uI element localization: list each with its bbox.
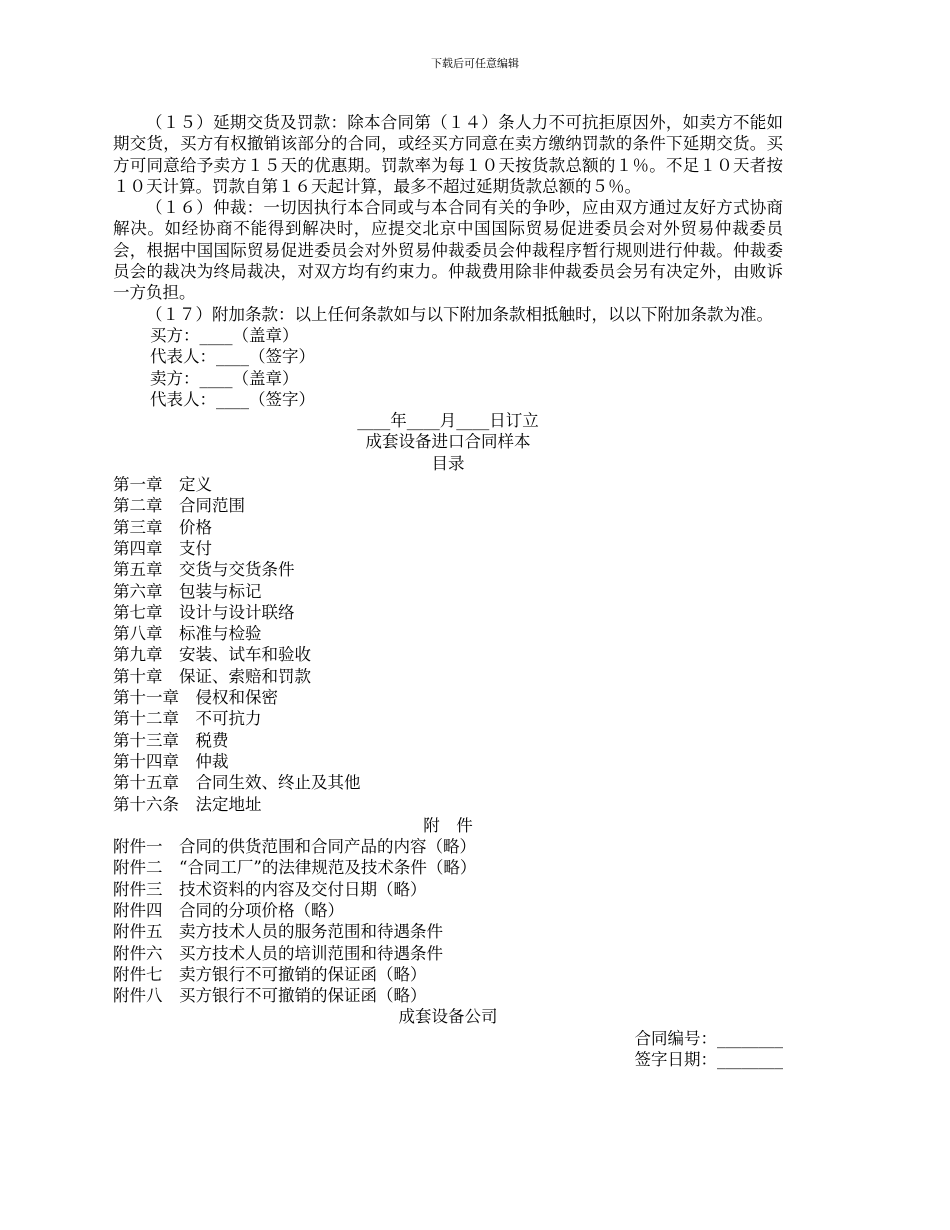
annex-item: 附件八 买方银行不可撤销的保证函（略） (113, 986, 427, 1006)
annex-item: 附件五 卖方技术人员的服务范围和待遇条件 (113, 922, 443, 942)
chapter-item: 第十二章 不可抗力 (113, 709, 262, 729)
chapter-item: 第七章 设计与设计联络 (113, 602, 295, 622)
annex-item: 附件四 合同的分项价格（略） (113, 900, 344, 920)
annex-item: 附件二 “合同工厂”的法律规范及技术条件（略） (113, 858, 477, 878)
chapter-item: 第十章 保证、索赔和罚款 (113, 666, 311, 686)
chapter-item: 第八章 标准与检验 (113, 624, 262, 644)
annex-item: 附件三 技术资料的内容及交付日期（略） (113, 879, 427, 899)
chapter-item: 第九章 安装、试车和验收 (113, 645, 311, 665)
contract-number-line: 合同编号：________ (634, 1028, 783, 1048)
chapter-item: 第十一章 侵权和保密 (113, 688, 278, 708)
chapter-list (113, 474, 783, 815)
page-header: 下载后可任意编辑 (431, 57, 519, 70)
chapter-item: 第十五章 合同生效、终止及其他 (113, 773, 361, 793)
chapter-item: 第四章 支付 (113, 538, 212, 558)
annex-item: 附件一 合同的供货范围和合同产品的内容（略） (113, 837, 476, 857)
chapter-item: 第一章 定义 (113, 475, 212, 495)
chapter-item: 第十四章 仲裁 (113, 751, 229, 771)
chapter-item: 第三章 价格 (113, 517, 212, 537)
annex-list (113, 836, 783, 1006)
buyer-seal-line: 买方：____（盖章） (150, 325, 299, 345)
sign-date-line: 签字日期：________ (634, 1050, 783, 1070)
chapter-item: 第五章 交货与交货条件 (113, 560, 295, 580)
document-body (113, 112, 783, 1070)
clause-16: （１６）仲裁：一切因执行本合同或与本合同有关的争吵，应由双方通过友好方式协商解决。如经协商不能得到解决时，应提交北京中国国际贸易促进委员会对外贸易仲裁委员会，根据中国国际贸易促进委员会对外贸易仲裁委员会仲裁程序暂行规则进行仲裁。仲裁委员会的裁决为终局裁决，对双方均有约束力。仲裁费用除非仲裁委员会另有决定外，由败诉一方负担。 (113, 198, 783, 303)
company-name: 成套设备公司 (398, 1007, 498, 1027)
seller-seal-line: 卖方：____（盖章） (150, 368, 299, 388)
clause-17: （１７）附加条款：以上任何条款如与以下附加条款相抵触时，以以下附加条款为准。 (146, 304, 773, 324)
date-line: ____年____月____日订立 (357, 411, 539, 431)
toc-title: 目录 (431, 453, 465, 473)
seller-representative-line: 代表人：____（签字） (150, 389, 315, 409)
chapter-item: 第十三章 税费 (113, 730, 229, 750)
annex-item: 附件七 卖方银行不可撤销的保证函（略） (113, 964, 427, 984)
chapter-item: 第六章 包装与标记 (113, 581, 262, 601)
chapter-item: 第二章 合同范围 (113, 496, 245, 516)
annex-title: 附 件 (423, 815, 473, 835)
document-title: 成套设备进口合同样本 (365, 432, 531, 452)
contract-meta (113, 1028, 783, 1071)
chapter-item: 第十六条 法定地址 (113, 794, 262, 814)
buyer-representative-line: 代表人：____（签字） (150, 347, 315, 367)
annex-item: 附件六 买方技术人员的培训范围和待遇条件 (113, 943, 443, 963)
clause-15: （１５）延期交货及罚款：除本合同第（１４）条人力不可抗拒原因外，如卖方不能如期交货，买方有权撤销该部分的合同，或经买方同意在卖方缴纳罚款的条件下延期交货。买方可同意给予卖方１５天的优惠期。罚款率为每１０天按货款总额的１％。不足１０天者按１０天计算。罚款自第１６天起计算，最多不超过延期货款总额的５％。 (113, 113, 783, 196)
